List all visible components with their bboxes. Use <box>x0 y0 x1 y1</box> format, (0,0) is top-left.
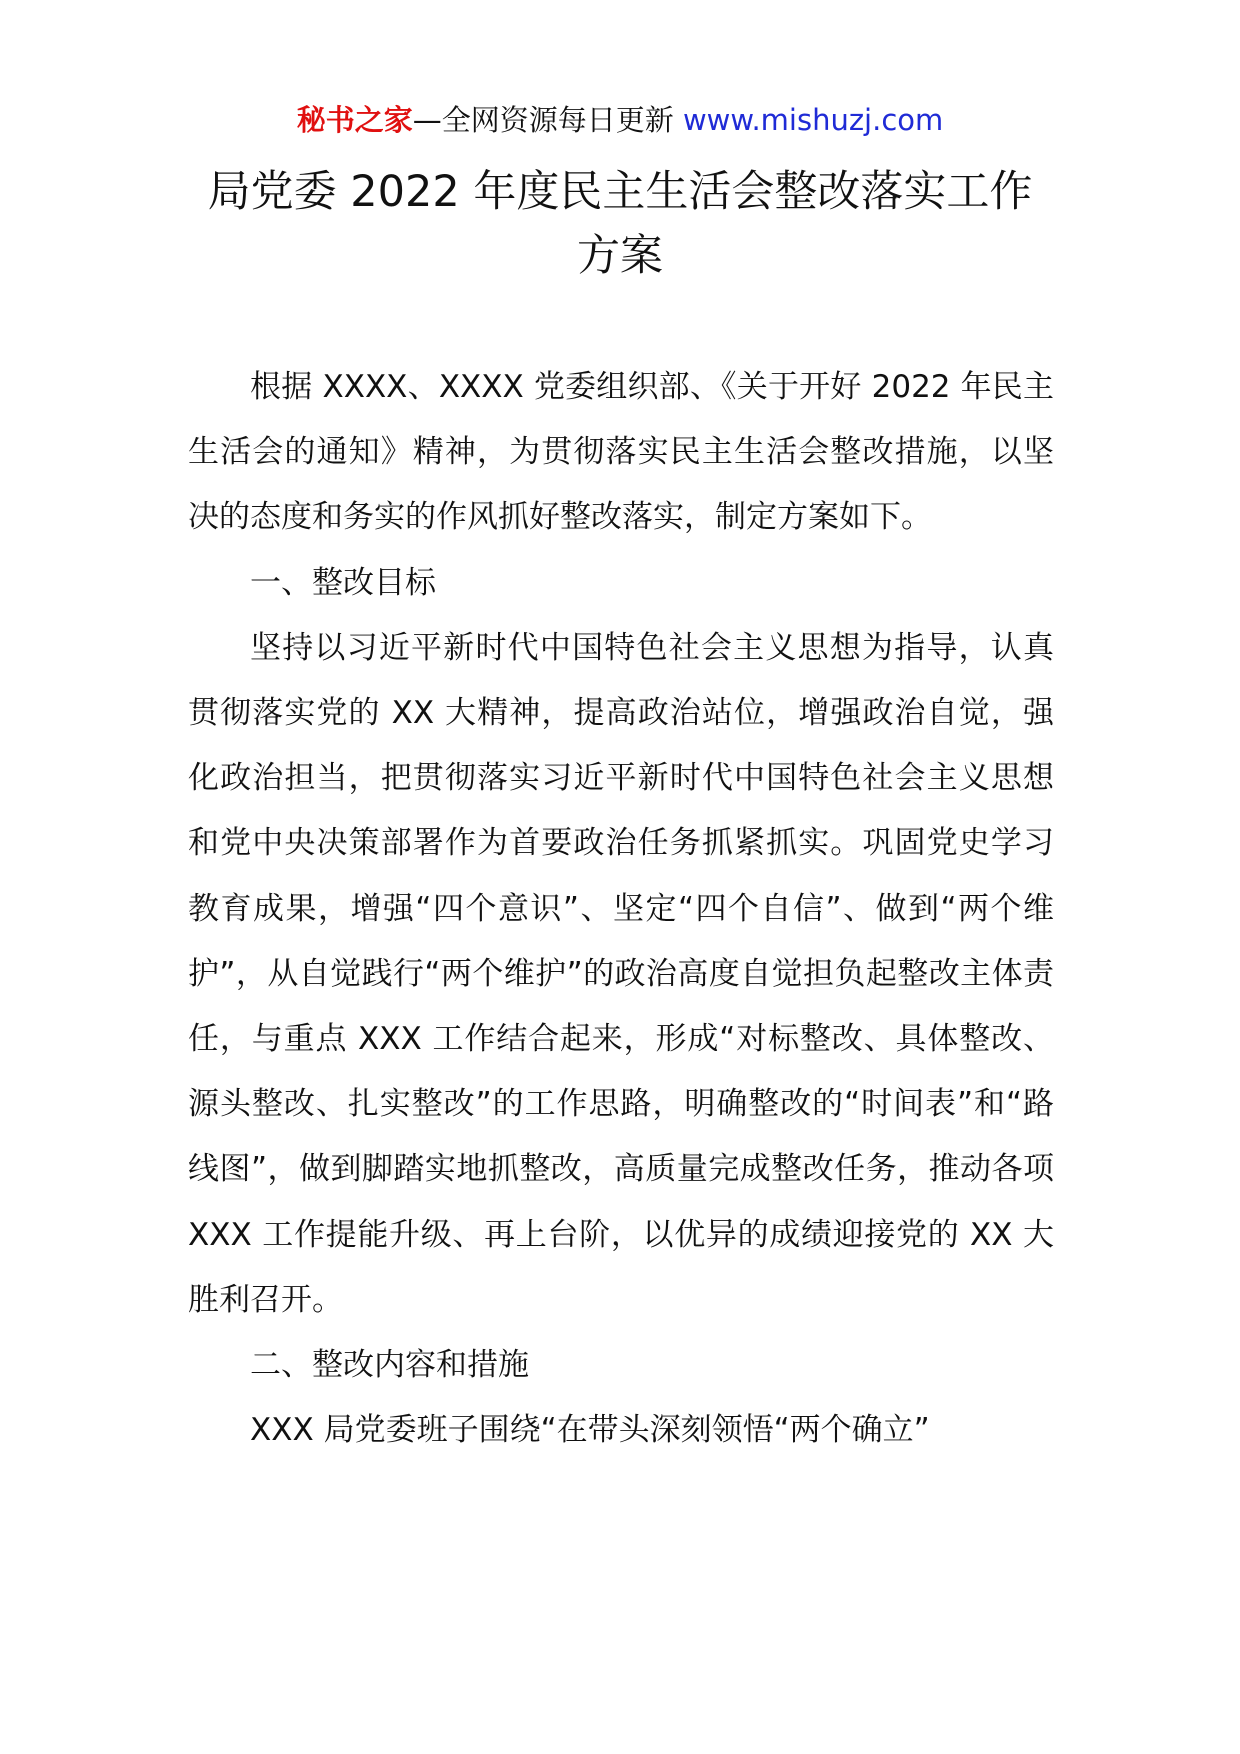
title-line-2: 方案 <box>577 231 663 281</box>
site-url[interactable]: www.mishuzj.com <box>682 103 944 137</box>
site-tagline: —全网资源每日更新 <box>412 103 674 137</box>
section-heading-measures: 二、整改内容和措施 <box>250 1347 529 1384</box>
goals-paragraph: 坚持以习近平新时代中国特色社会主义思想为指导，认真贯彻落实党的 XX 大精神，提高政治站位，增强政治自觉，强化政治担当，把贯彻落实习近平新时代中国特色社会主义思想和党中央决策部署作为首要政治任务抓紧抓实。巩固党史学习教育成果，增强“四个意识”、坚定“四个自信”、做到“两个维护”，从自觉践行“两个维护”的政治高度自觉担负起整改主体责任，与重点 XXX 工作结合起来，形成“对标整改、具体整改、源头整改、扎实整改”的工作思路，明确整改的“时间表”和“路线图”，做到脚踏实地抓整改，高质量完成整改任务，推动各项 XXX 工作提能升级、再上台阶，以优异的成绩迎接党的 XX 大胜利召开。 <box>188 629 1054 1318</box>
site-header <box>0 100 1240 140</box>
title-line-1: 局党委 2022 年度民主生活会整改落实工作 <box>207 167 1033 217</box>
measures-paragraph: XXX 局党委班子围绕“在带头深刻领悟“两个确立” <box>250 1412 930 1449</box>
section-heading-goals: 一、整改目标 <box>250 564 436 601</box>
document-body <box>188 355 1054 1463</box>
intro-paragraph: 根据 XXXX、XXXX 党委组织部、《关于开好 2022 年民主生活会的通知》精神，为贯彻落实民主生活会整改措施，以坚决的态度和务实的作风抓好整改落实，制定方案如下。 <box>188 369 1054 536</box>
brand-name: 秘书之家 <box>296 103 413 137</box>
document-title <box>0 160 1240 288</box>
